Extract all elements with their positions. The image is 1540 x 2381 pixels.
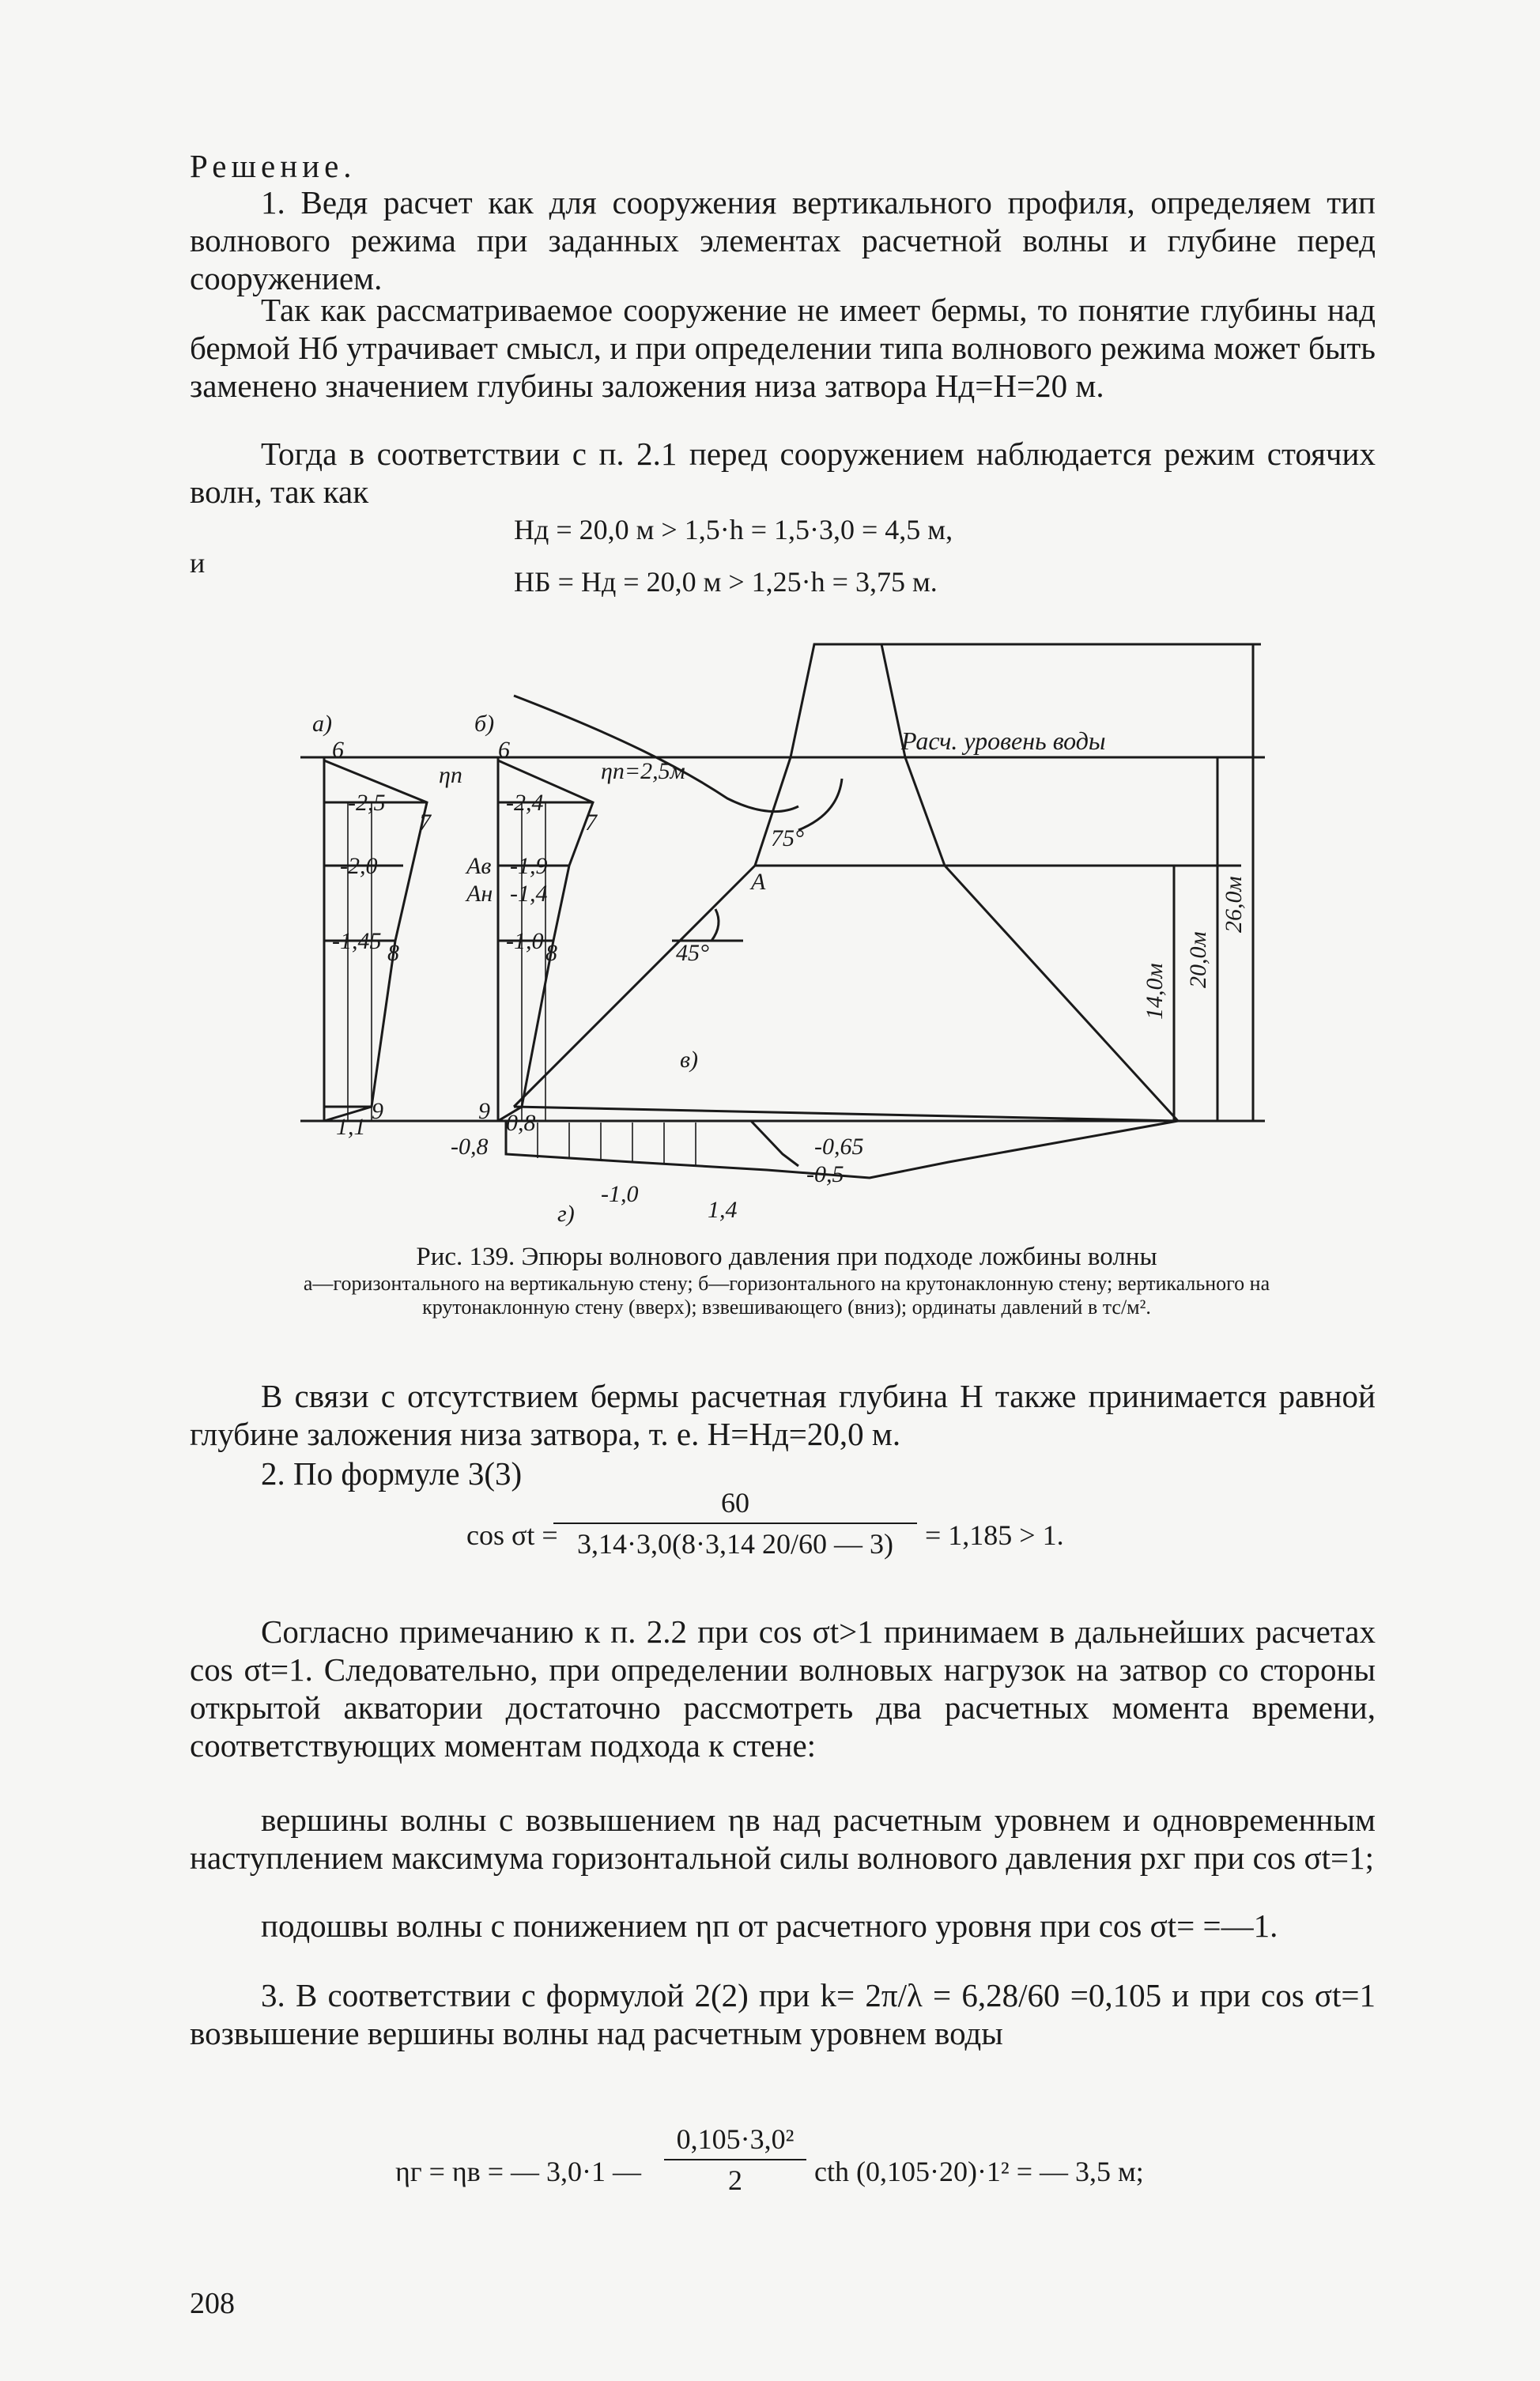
bottom-value-1: -0,8 — [451, 1134, 489, 1160]
paragraph-9: 3. В соответствии с формулой 2(2) при k= 2π/λ = 6,28/60 =0,105 и при cos σt=1 возвышение вершины волны над расчетным уровнем воды — [190, 1977, 1376, 2051]
b-value-2: -1,9 — [510, 853, 548, 879]
page-number: 208 — [190, 2287, 235, 2320]
point-9b: 9 — [478, 1098, 490, 1124]
label-angle-45: 45° — [676, 940, 709, 966]
bottom-value-4: -0,65 — [814, 1134, 864, 1160]
label-dim-26: 26,0м — [1221, 876, 1247, 933]
label-Av: Aв — [466, 853, 492, 879]
label-b: б) — [474, 711, 495, 737]
paragraph-6: Согласно примечанию к п. 2.2 при cos σt>1 принимаем в дальнейших расчетах cos σt=1. Следовательно, при определении волновых нагрузок на затвор со стороны открытой акватории достаточно рассмотреть два расчетных момента времени, соответствующих моментам подхода к стене: — [190, 1613, 1376, 1764]
paragraph-2: Так как рассматриваемое сооружение не имеет бермы, то понятие глубины над бермой Hб утрачивает смысл, и при определении типа волнового режима может быть заменено значением глубины заложения низа затвора Hд=H=20 м. — [190, 292, 1376, 404]
b-value-5: 0,8 — [506, 1110, 536, 1136]
cos-lhs: cos σt = — [466, 1519, 558, 1551]
label-v: в) — [680, 1047, 699, 1073]
paragraph-8: подошвы волны с понижением ηп от расчетного уровня при cos σt= =—1. — [261, 1907, 1278, 1944]
paragraph-4: В связи с отсутствием бермы расчетная глубина H также принимается равной глубине заложения низа затвора, т. е. H=Hд=20,0 м. — [190, 1378, 1376, 1452]
b-value-4: -1,0 — [506, 928, 544, 954]
equation-1: Hд = 20,0 м > 1,5·h = 1,5·3,0 = 4,5 м, — [514, 514, 953, 545]
point-6b: 6 — [498, 737, 510, 763]
label-water-level: Расч. уровень воды — [901, 726, 1106, 755]
cos-numerator: 60 — [721, 1487, 749, 1519]
bottom-value-2: -1,0 — [601, 1181, 639, 1207]
figure-caption — [261, 1245, 1312, 1319]
paragraph-3: Тогда в соответствии с п. 2.1 перед сооружением наблюдается режим стоячих волн, так как — [190, 436, 1376, 510]
label-angle-75: 75° — [771, 825, 804, 851]
eta-lhs: ηг = ηв = — 3,0·1 — — [395, 2156, 642, 2187]
b-value-3: -1,4 — [510, 881, 548, 907]
label-point-A: A — [751, 869, 766, 895]
label-eta-a: ηп — [439, 762, 462, 788]
point-9a: 9 — [372, 1098, 383, 1124]
label-dim-14: 14,0м — [1142, 963, 1168, 1020]
point-8a: 8 — [387, 940, 399, 966]
label-a: а) — [312, 711, 332, 737]
point-7b: 7 — [585, 809, 597, 836]
cos-fraction — [553, 1486, 917, 1560]
caption-body: а—горизонтального на вертикальную стену; б—горизонтального на крутонаклонную стену; вертикального на крутонаклонную стену (вверх); взвешивающего (вниз); ординаты давлений в тс/м². — [303, 1272, 1270, 1319]
eta-numerator: 0,105·3,0² — [676, 2123, 795, 2155]
a-value-3: -1,45 — [332, 928, 382, 954]
eta-fraction — [664, 2123, 806, 2197]
eta-rhs: cth (0,105·20)·1² = — 3,5 м; — [814, 2156, 1144, 2187]
caption-title: Рис. 139. Эпюры волнового давления при подходе ложбины волны — [416, 1243, 1157, 1271]
label-eta-b: ηп=2,5м — [601, 758, 685, 784]
paragraph-5: 2. По формуле 3(3) — [261, 1455, 523, 1492]
label-dim-20: 20,0м — [1185, 931, 1211, 988]
a-value-1: -2,5 — [348, 790, 386, 816]
a-value-4: 1,1 — [336, 1114, 366, 1140]
eta-denominator: 2 — [728, 2164, 742, 2196]
equation-2: HБ = Hд = 20,0 м > 1,25·h = 3,75 м. — [514, 566, 938, 598]
a-value-2: -2,0 — [340, 853, 378, 879]
point-6a: 6 — [332, 737, 344, 763]
point-8b: 8 — [545, 940, 557, 966]
paragraph-1: 1. Ведя расчет как для сооружения вертикального профиля, определяем тип волнового режима при заданных элементах расчетной волны и глубине перед сооружением. — [190, 184, 1376, 296]
label-An: Aн — [466, 881, 493, 907]
bottom-value-5: -0,5 — [806, 1161, 844, 1187]
bottom-value-3: 1,4 — [708, 1197, 738, 1223]
figure-139 — [0, 624, 1540, 1257]
solution-heading: Решение. — [190, 148, 357, 184]
label-g: г) — [557, 1201, 575, 1227]
b-value-1: -2,4 — [506, 790, 544, 816]
and-word: и — [190, 547, 206, 579]
cos-rhs: = 1,185 > 1. — [925, 1519, 1064, 1551]
point-7a: 7 — [419, 809, 431, 836]
cos-denominator: 3,14·3,0(8·3,14 20/60 — 3) — [577, 1528, 893, 1560]
paragraph-7: вершины волны с возвышением ηв над расчетным уровнем и одновременным наступлением максимума горизонтальной силы волнового давления pхг при cos σt=1; — [190, 1802, 1376, 1876]
